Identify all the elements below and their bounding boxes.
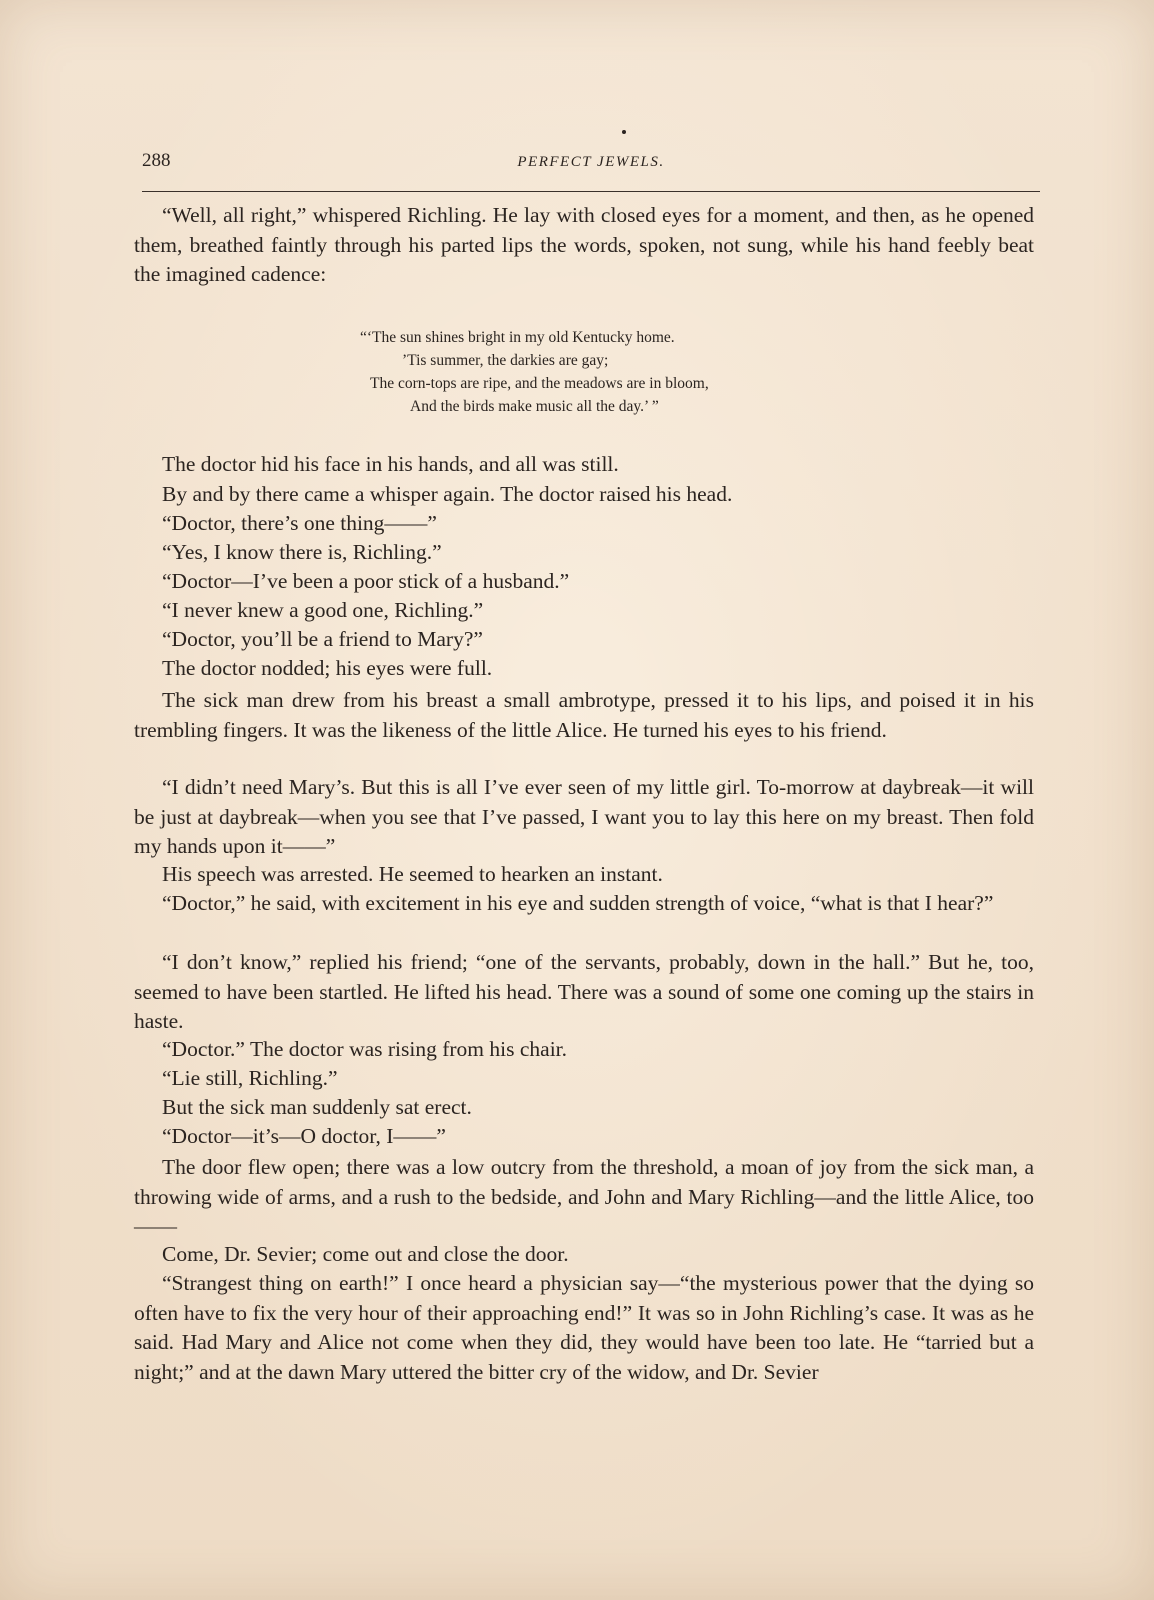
dialogue-line: “Doctor—I’ve been a poor stick of a husband.” <box>162 569 570 593</box>
verse-line: The corn-tops are ripe, and the meadows are in bloom, <box>370 375 709 392</box>
header-rule <box>142 191 1040 192</box>
dialogue-line: “Doctor, there’s one thing——” <box>162 511 437 535</box>
paragraph-3: “I didn’t need Mary’s. But this is all I’ve ever seen of my little girl. To-morrow at daybreak—it will be just at daybreak—when you see that I’ve passed, I want you to lay this here on my breast. Then fold my hands upon it——” <box>134 775 1034 859</box>
running-title: PERFECT JEWELS. <box>517 154 665 170</box>
dialogue-line: “Yes, I know there is, Richling.” <box>162 540 442 564</box>
verse-line: ’Tis summer, the darkies are gay; <box>402 352 609 369</box>
dialogue-line: But the sick man suddenly sat erect. <box>162 1095 472 1119</box>
dialogue-line: “I never knew a good one, Richling.” <box>162 598 484 622</box>
paragraph-8: Come, Dr. Sevier; come out and close the door. <box>162 1242 569 1266</box>
dialogue-line: “Doctor, you’ll be a friend to Mary?” <box>162 627 483 651</box>
dialogue-line: The doctor hid his face in his hands, and all was still. <box>162 452 619 476</box>
verse-line: “‘The sun shines bright in my old Kentucky home. <box>360 329 675 346</box>
dialogue-line: The doctor nodded; his eyes were full. <box>162 656 493 680</box>
paragraph-1: “Well, all right,” whispered Richling. He lay with closed eyes for a moment, and then, as he opened them, breathed faintly through his parted lips the words, spoken, not sung, while his hand feebly beat the imagined cadence: <box>134 203 1034 287</box>
printer-dot <box>622 130 626 134</box>
verse-line: And the birds make music all the day.’ ” <box>410 398 659 415</box>
dialogue-line: “Lie still, Richling.” <box>162 1066 338 1090</box>
paragraph-2: The sick man drew from his breast a small ambrotype, pressed it to his lips, and poised it in his trembling fingers. It was the likeness of the little Alice. He turned his eyes to his friend. <box>134 688 1034 742</box>
dialogue-line: By and by there came a whisper again. The doctor raised his head. <box>162 482 733 506</box>
paragraph-6: “I don’t know,” replied his friend; “one of the servants, probably, down in the hall.” But he, too, seemed to have been startled. He lifted his head. There was a sound of some one coming up the stairs in haste. <box>134 950 1034 1034</box>
verse-block <box>360 326 880 418</box>
page-header <box>142 150 1040 182</box>
paragraph-7: The door flew open; there was a low outcry from the threshold, a moan of joy from the sick man, a throwing wide of arms, and a rush to the bedside, and John and Mary Richling—and the little Alice, too—— <box>134 1155 1034 1239</box>
paragraph-5: “Doctor,” he said, with excitement in his eye and sudden strength of voice, “what is that I hear?” <box>162 891 994 915</box>
dialogue-line: “Doctor—it’s—O doctor, I——” <box>162 1124 446 1148</box>
page-number: 288 <box>142 150 171 171</box>
paragraph-4: His speech was arrested. He seemed to hearken an instant. <box>162 862 663 886</box>
paragraph-9: “Strangest thing on earth!” I once heard a physician say—“the mysterious power that the dying so often have to fix the very hour of their approaching end!” It was so in John Richling’s case. It was as he said. Had Mary and Alice not come when they did, they would have been too late. He “tarried but a night;” and at the dawn Mary uttered the bitter cry of the widow, and Dr. Sevier <box>134 1271 1034 1384</box>
dialogue-line: “Doctor.” The doctor was rising from his chair. <box>162 1037 568 1061</box>
